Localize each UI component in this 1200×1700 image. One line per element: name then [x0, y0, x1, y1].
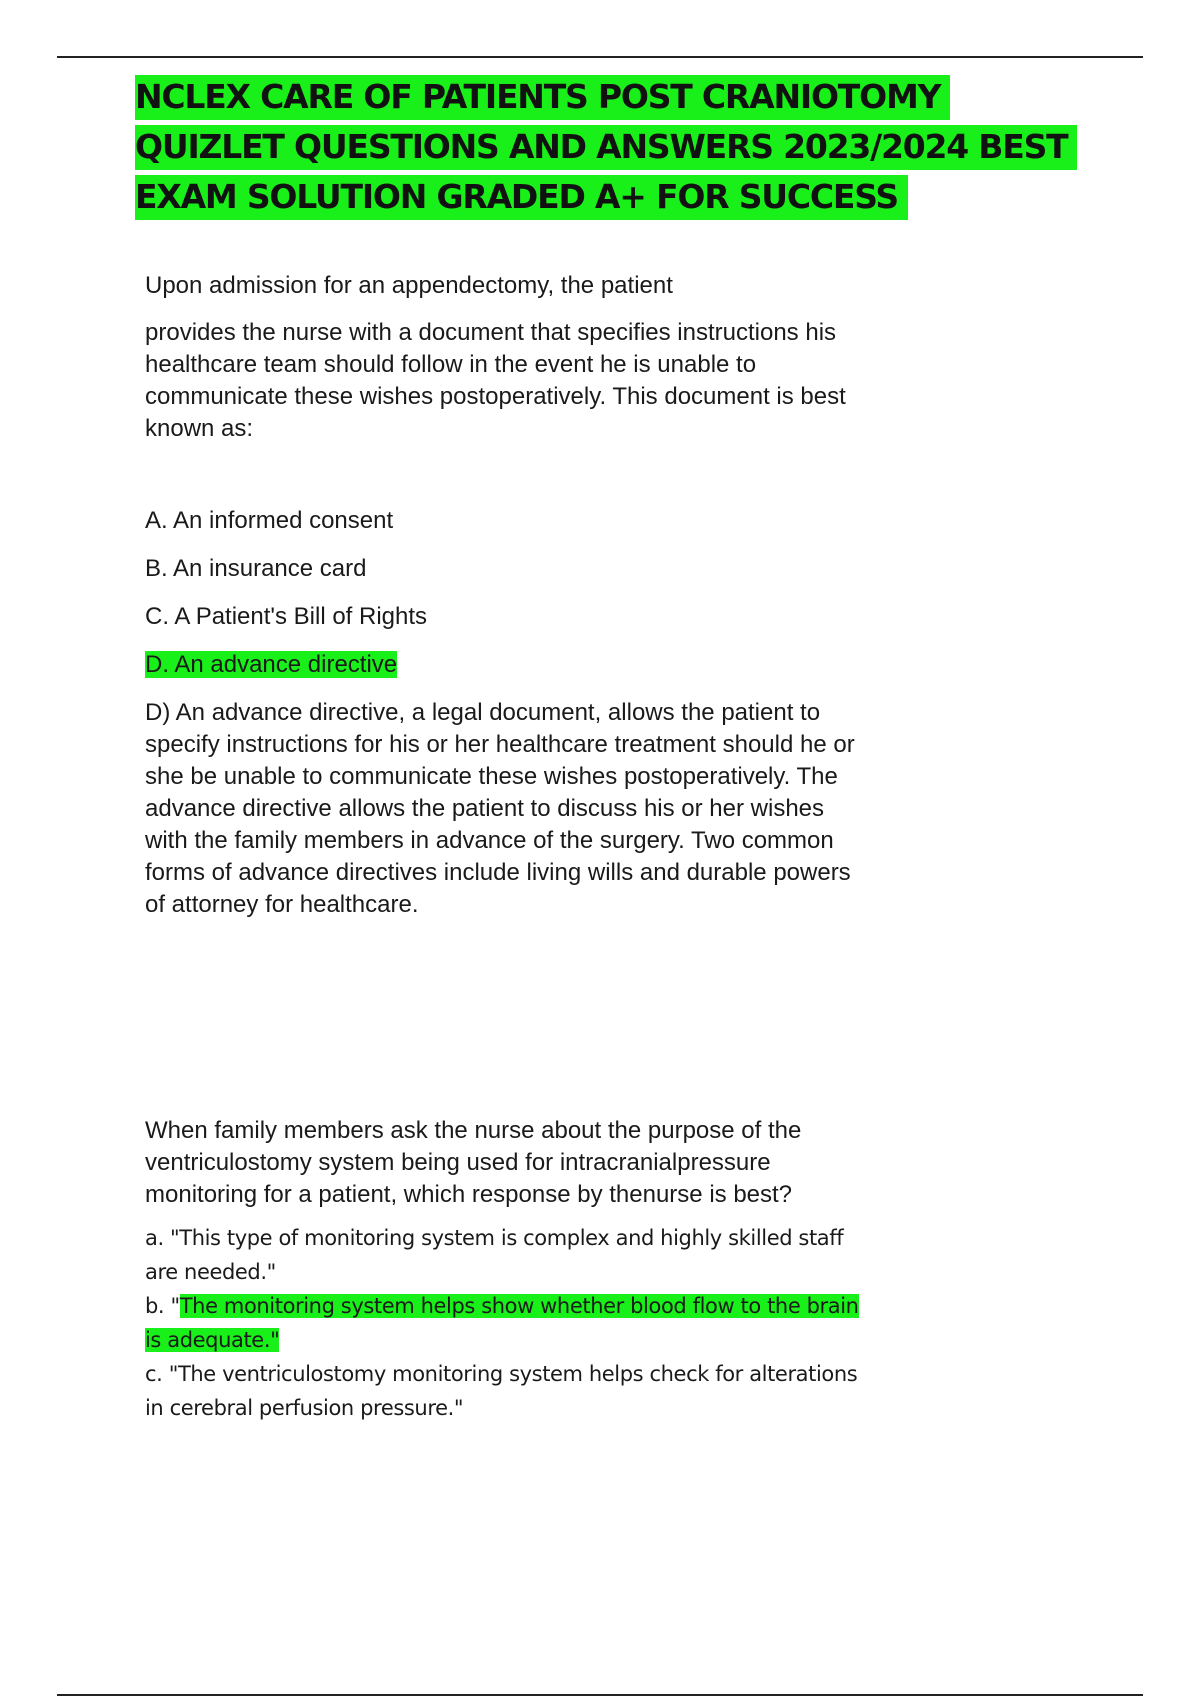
question-1-options [145, 505, 865, 681]
correct-answer-highlight: D. An advance directive [145, 651, 398, 678]
top-rule [57, 56, 1143, 58]
bottom-rule [57, 1694, 1143, 1696]
question-2-stem: When family members ask the nurse about the purpose of the ventriculostomy system being used for intracranialpressure monitoring for a patient, which response by thenurse is best? [145, 1117, 802, 1208]
question-2-option-b-prefix: b. " [145, 1294, 180, 1318]
question-1-stem: provides the nurse with a document that specifies instructions his healthcare team should follow in the event he is unable to communicate these wishes postoperatively. This document is best known as: [145, 319, 846, 442]
question-1-rationale: D) An advance directive, a legal document, allows the patient to specify instructions for his or her healthcare treatment should he or she be unable to communicate these wishes postoperatively. The advance directive allows the patient to discuss his or her wishes with the family members in advance of the surgery. Two common forms of advance directives include living wills and durable powers of attorney for healthcare. [145, 699, 855, 918]
question-1 [145, 270, 865, 921]
question-1-option-d [145, 649, 865, 681]
question-1-option-c: C. A Patient's Bill of Rights [145, 603, 428, 630]
document-title [135, 72, 1095, 222]
question-1-stem-first-line: Upon admission for an appendectomy, the patient [145, 272, 673, 299]
question-2-option-a: a. "This type of monitoring system is complex and highly skilled staff are needed." [145, 1226, 844, 1284]
question-1-option-a: A. An informed consent [145, 507, 394, 534]
question-2 [145, 1115, 865, 1425]
question-1-option-b: B. An insurance card [145, 555, 367, 582]
correct-answer-highlight: The monitoring system helps show whether blood flow to the brain is adequate." [145, 1294, 859, 1352]
question-2-option-c: c. "The ventriculostomy monitoring system helps check for alterations in cerebral perfusion pressure." [145, 1362, 858, 1420]
title-highlight: NCLEX CARE OF PATIENTS POST CRANIOTOMY QUIZLET QUESTIONS AND ANSWERS 2023/2024 BEST EXAM SOLUTION GRADED A+ FOR SUCCESS [135, 75, 1077, 220]
question-2-option-b [145, 1289, 865, 1357]
